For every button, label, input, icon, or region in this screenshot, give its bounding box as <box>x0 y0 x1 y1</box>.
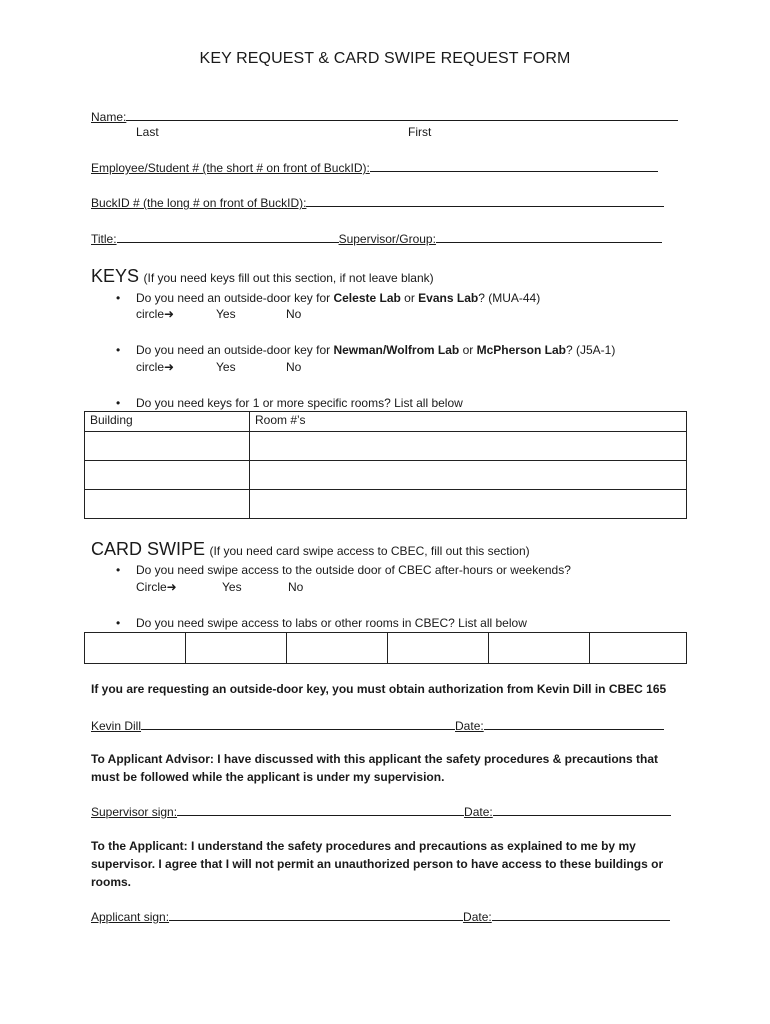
right-arrow-icon: ➜ <box>166 580 177 594</box>
title-label: Title: <box>91 232 117 246</box>
building-cell[interactable] <box>85 432 250 461</box>
name-label: Name: <box>91 110 127 124</box>
rooms-cell[interactable] <box>250 461 687 490</box>
keys-q2-circle-row <box>136 360 174 374</box>
kevin-dill-row <box>91 717 664 733</box>
applicant-date-field[interactable] <box>492 908 670 921</box>
applicant-statement: To the Applicant: I understand the safety procedures and precautions as explained to me by my supervisor. I agree that I will not permit an unauthorized person to have access to these buildings or rooms. <box>91 839 664 889</box>
advisor-statement: To Applicant Advisor: I have discussed with this applicant the safety procedures & precautions that must be followed while the applicant is under my supervision. <box>91 752 658 784</box>
date-label: Date: <box>464 805 493 819</box>
building-header: Building <box>85 412 250 432</box>
rooms-cell[interactable] <box>250 490 687 519</box>
name-field[interactable] <box>126 108 678 121</box>
keys-q1-no-option[interactable]: No <box>286 307 302 321</box>
first-name-caption: First <box>408 125 432 139</box>
circle-instruction: circle <box>136 360 165 374</box>
title-row <box>91 230 662 246</box>
keys-q2-yes-option[interactable]: Yes <box>216 360 236 374</box>
applicant-sign-row <box>91 908 670 924</box>
right-arrow-icon: ➜ <box>164 360 175 374</box>
keys-q2-no-option[interactable]: No <box>286 360 302 374</box>
form-title: KEY REQUEST & CARD SWIPE REQUEST FORM <box>199 50 571 67</box>
table-header-row <box>85 412 687 432</box>
card-swipe-rooms-table <box>84 632 687 664</box>
table-row <box>85 432 687 461</box>
keys-heading: KEYS <box>91 266 140 286</box>
circle-instruction: Circle <box>136 580 167 594</box>
buckid-field[interactable] <box>306 194 664 207</box>
circle-instruction: circle <box>136 307 165 321</box>
keys-question-2: • Do you need an outside-door key for Newman/Wolfrom Lab or McPherson Lab? (J5A-1) <box>136 343 615 357</box>
room-cell[interactable] <box>287 633 388 664</box>
supervisor-signature-field[interactable] <box>177 803 464 816</box>
card-swipe-note: (If you need card swipe access to CBEC, fill out this section) <box>209 544 530 558</box>
table-row <box>85 461 687 490</box>
title-field[interactable] <box>117 230 339 243</box>
room-cell[interactable] <box>590 633 687 664</box>
keys-q1-circle-row <box>136 307 174 321</box>
kevin-dill-signature-field[interactable] <box>141 717 455 730</box>
keys-q1-yes-option[interactable]: Yes <box>216 307 236 321</box>
mcpherson-lab: McPherson Lab <box>476 343 566 357</box>
keys-question-3: • Do you need keys for 1 or more specific rooms? List all below <box>136 396 463 410</box>
supervisor-sign-label: Supervisor sign: <box>91 805 178 819</box>
kevin-dill-date-field[interactable] <box>484 717 664 730</box>
card-swipe-question-2: • Do you need swipe access to labs or other rooms in CBEC? List all below <box>136 616 527 630</box>
table-row <box>85 633 687 664</box>
table-row <box>85 490 687 519</box>
date-label: Date: <box>455 719 484 733</box>
supervisor-sign-row <box>91 803 671 819</box>
keys-rooms-table <box>84 411 687 519</box>
keys-note: (If you need keys fill out this section, if not leave blank) <box>143 271 434 285</box>
last-name-caption: Last <box>136 125 159 139</box>
room-cell[interactable] <box>85 633 186 664</box>
keys-question-1: • Do you need an outside-door key for Celeste Lab or Evans Lab? (MUA-44) <box>136 291 540 305</box>
employee-row <box>91 159 658 175</box>
celeste-lab: Celeste Lab <box>333 291 401 305</box>
rooms-header: Room #’s <box>250 412 687 432</box>
name-row <box>91 108 678 124</box>
keys-section-header <box>91 266 434 287</box>
supervisor-group-field[interactable] <box>436 230 662 243</box>
building-cell[interactable] <box>85 461 250 490</box>
newman-wolfrom-lab: Newman/Wolfrom Lab <box>333 343 460 357</box>
room-cell[interactable] <box>489 633 590 664</box>
applicant-sign-label: Applicant sign: <box>91 910 170 924</box>
card-swipe-heading: CARD SWIPE <box>91 539 206 559</box>
right-arrow-icon: ➜ <box>164 307 175 321</box>
rooms-cell[interactable] <box>250 432 687 461</box>
building-cell[interactable] <box>85 490 250 519</box>
card-swipe-circle-row <box>136 580 177 594</box>
authorization-note: If you are requesting an outside-door key, you must obtain authorization from Kevin Dill in CBEC 165 <box>91 682 667 696</box>
supervisor-group-label: Supervisor/Group: <box>338 232 436 246</box>
room-cell[interactable] <box>186 633 287 664</box>
applicant-signature-field[interactable] <box>169 908 463 921</box>
date-label: Date: <box>463 910 492 924</box>
kevin-dill-label: Kevin Dill <box>91 719 142 733</box>
room-cell[interactable] <box>388 633 489 664</box>
card-swipe-yes-option[interactable]: Yes <box>222 580 242 594</box>
card-swipe-no-option[interactable]: No <box>288 580 304 594</box>
card-swipe-section-header <box>91 539 530 560</box>
card-swipe-question-1: • Do you need swipe access to the outside door of CBEC after-hours or weekends? <box>136 563 571 577</box>
buckid-label: BuckID # (the long # on front of BuckID): <box>91 196 307 210</box>
supervisor-date-field[interactable] <box>493 803 671 816</box>
employee-number-label: Employee/Student # (the short # on front of BuckID): <box>91 161 370 175</box>
evans-lab: Evans Lab <box>418 291 479 305</box>
buckid-row <box>91 194 664 210</box>
employee-number-field[interactable] <box>370 159 658 172</box>
